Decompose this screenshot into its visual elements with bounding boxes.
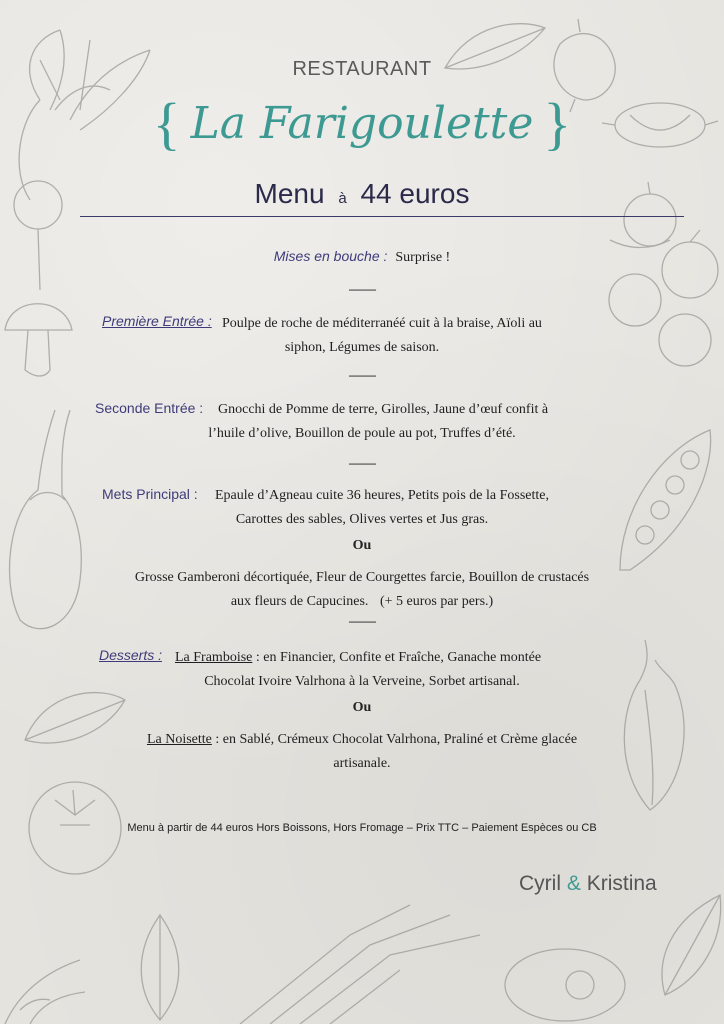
course-amuse [0,246,724,270]
course-text-first-2: siphon, Légumes de saison. [284,340,440,355]
or-divider: Ou [352,700,372,715]
restaurant-name-block [0,90,724,157]
signature-name-2: Kristina [586,872,657,895]
course-text-main-4a: aux fleurs de Capucines. [230,594,369,609]
right-brace: } [543,91,572,156]
title-divider [80,216,684,217]
or-divider: Ou [352,538,372,553]
dessert-1-line1 [175,646,635,670]
menu-title [0,178,724,210]
signature-ampersand: & [566,872,581,895]
course-label-first [102,313,212,331]
separator: --------- [348,368,376,382]
signature [519,872,657,896]
course-text-second-2: l’huile d’olive, Bouillon de poule au pot, Truffes d’été. [208,426,516,441]
course-text-first-1: Poulpe de roche de méditerranéé cuit à la braise, Aïoli au [222,316,542,331]
course-label-desserts-text: Desserts : [99,647,163,663]
course-label-second [95,400,203,418]
signature-name-1: Cyril [519,872,561,895]
course-text-amuse: Surprise ! [395,250,451,265]
menu-title-word: Menu [254,178,325,209]
mushroom-doodle [0,290,80,380]
course-text-main-3: Grosse Gamberoni décortiquée, Fleur de Courgettes farcie, Bouillon de crustacés [134,570,590,585]
dessert-2-line2: artisanale. [333,756,391,771]
leek-doodle [230,895,490,1024]
course-label-first-text: Première Entrée : [102,313,212,329]
dessert-2-name: La Noisette [146,732,212,747]
left-brace: { [152,91,181,156]
dessert-1-desc: : en Financier, Confite et Fraîche, Ganache montée [252,650,542,665]
course-text-main-4 [0,590,724,614]
course-label-amuse: Mises en bouche : [273,248,388,264]
course-label-second-text: Seconde Entrée : [95,400,204,416]
separator: --------- [348,282,376,296]
supplement-note: (+ 5 euros par pers.) [379,594,494,609]
course-label-main [102,486,198,504]
course-text-main-1: Epaule d’Agneau cuite 36 heures, Petits pois de la Fossette, [215,488,549,503]
menu-title-price: 44 euros [360,178,470,209]
course-text-second-1: Gnocchi de Pomme de terre, Girolles, Jaune d’œuf confit à [218,402,549,417]
restaurant-name: La Farigoulette [190,98,534,149]
herb-doodle [0,930,90,1024]
course-label-main-text: Mets Principal : [102,486,198,502]
separator: --------- [348,456,376,470]
course-text-main-2: Carottes des sables, Olives vertes et Jus gras. [235,512,489,527]
avocado-doodle [500,935,630,1024]
restaurant-label: RESTAURANT [292,58,432,80]
dessert-2-line1 [0,728,724,752]
leaf-bottom-doodle [130,910,190,1024]
separator: --------- [348,614,376,628]
leaf-corner-doodle [650,890,724,1000]
menu-title-connector: à [338,190,347,207]
dessert-1-line2: Chocolat Ivoire Valrhona à la Verveine, Sorbet artisanal. [204,674,520,689]
dessert-2-desc: : en Sablé, Crémeux Chocolat Valrhona, Praliné et Crème glacée [211,732,578,747]
footer-note: Menu à partir de 44 euros Hors Boissons, Hors Fromage – Prix TTC – Paiement Espèces ou CB [127,822,597,834]
course-label-desserts [99,647,162,665]
dessert-1-name: La Framboise [175,650,253,665]
